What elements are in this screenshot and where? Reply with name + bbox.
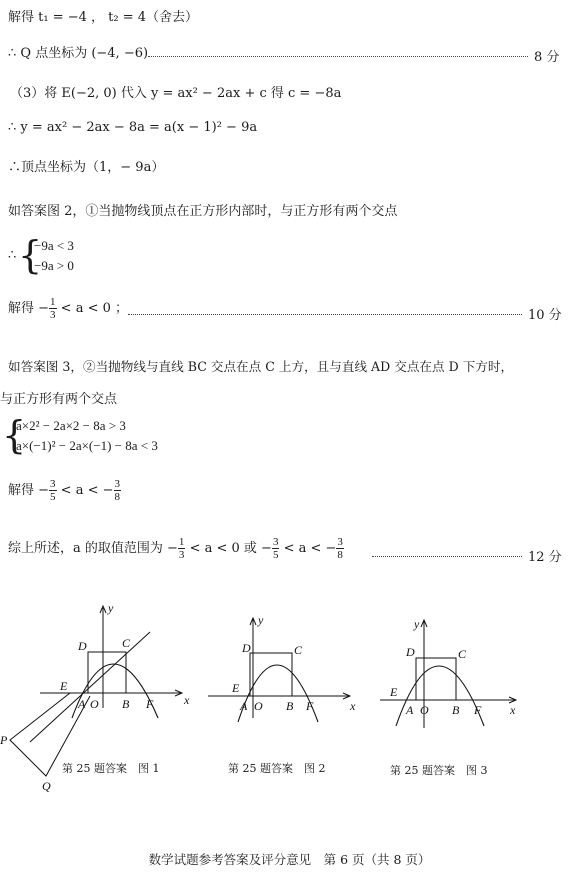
label-o: O <box>254 699 263 713</box>
fraction-denominator: 8 <box>337 549 343 561</box>
case1-solution-prefix: 解得 − <box>8 301 50 316</box>
label-c: C <box>122 636 131 650</box>
fraction-numerator: 3 <box>50 478 56 490</box>
inequality-1b: −9a > 0 <box>34 258 74 273</box>
figure-1-caption: 第 25 题答案 图 1 <box>62 762 160 775</box>
part3-substitution-line: （3）将 E(−2, 0) 代入 y = ax² − 2ax + c 得 c = −8a <box>10 86 342 101</box>
label-f: F <box>306 699 314 713</box>
label-y: y <box>108 601 114 615</box>
label-x: x <box>510 703 516 717</box>
figure-2-diagram <box>200 600 370 740</box>
label-q: Q <box>42 779 51 793</box>
score-12: 12 分 <box>528 550 562 565</box>
final-range-prefix: 综上所述，a 的取值范围为 − <box>8 541 178 556</box>
label-x: x <box>184 693 190 707</box>
label-f: F <box>146 697 154 711</box>
inequality-system-2 <box>16 416 158 456</box>
score-10: 10 分 <box>528 308 562 323</box>
case1-solution <box>8 296 128 321</box>
case2-description-cont: 与正方形有两个交点 <box>0 392 118 407</box>
case1-description: 如答案图 2，①当抛物线顶点在正方形内部时，与正方形有两个交点 <box>8 204 398 219</box>
score-leader-dots <box>148 56 528 57</box>
fraction-three-fifths <box>49 478 57 503</box>
label-b: B <box>286 699 294 713</box>
case2-description: 如答案图 3，②当抛物线与直线 BC 交点在点 C 上方，且与直线 AD 交点在点 D 下方时， <box>8 359 514 374</box>
fraction-denominator: 5 <box>272 549 279 561</box>
inequality-1a: −9a < 3 <box>34 238 74 253</box>
solution-line-t-values: 解得 t₁ = −4 ， t₂ = 4（舍去） <box>8 10 199 25</box>
final-range-mid2: < a < − <box>283 541 337 556</box>
case2-solution <box>8 478 121 503</box>
label-p: P <box>0 733 8 747</box>
fraction-denominator: 3 <box>178 549 185 561</box>
page-footer: 数学试题参考答案及评分意见 第 6 页（共 8 页） <box>148 852 431 867</box>
label-b: B <box>452 703 460 717</box>
q-coordinate-line: ∴ Q 点坐标为 (−4, −6) <box>8 46 149 61</box>
line-eq <box>30 632 150 742</box>
inequality-system-1 <box>34 236 74 276</box>
case2-solution-prefix: 解得 − <box>8 483 50 498</box>
system-brace: { <box>2 413 27 457</box>
case2-solution-mid: < a < − <box>60 483 114 498</box>
fraction-denominator: 5 <box>50 491 56 503</box>
label-a: A <box>78 697 86 711</box>
label-a: A <box>406 703 414 717</box>
fraction-denominator: 3 <box>50 309 56 321</box>
inequality-2a: a×2² − 2a×2 − 8a > 3 <box>16 418 126 433</box>
function-expression-line: ∴ y = ax² − 2ax − 8a = a(x − 1)² − 9a <box>8 120 258 135</box>
square-abcd <box>88 652 126 693</box>
label-d: D <box>78 639 87 653</box>
label-x: x <box>350 699 356 713</box>
fraction-numerator: 3 <box>114 478 120 490</box>
fraction-three-eighths <box>114 478 122 503</box>
label-e: E <box>60 679 68 693</box>
figure-3-caption: 第 25 题答案 图 3 <box>390 764 488 777</box>
label-a: A <box>240 699 248 713</box>
label-y: y <box>258 613 264 627</box>
label-d: D <box>406 645 415 659</box>
fraction-three-eighths <box>336 536 344 561</box>
label-e: E <box>232 681 240 695</box>
score-leader-dots <box>128 314 522 315</box>
label-c: C <box>294 643 303 657</box>
label-e: E <box>390 685 398 699</box>
fraction-three-fifths <box>272 536 280 561</box>
final-range-line <box>8 536 344 561</box>
inequality-2b: a×(−1)² − 2a×(−1) − 8a < 3 <box>16 438 158 453</box>
label-b: B <box>122 697 130 711</box>
fraction-numerator: 3 <box>337 536 343 548</box>
fraction-numerator: 1 <box>178 536 185 548</box>
score-leader-dots <box>372 556 522 557</box>
therefore-symbol: ∴ <box>8 248 17 263</box>
fraction-numerator: 3 <box>272 536 279 548</box>
parabola <box>396 666 484 726</box>
vertex-coordinate-line: ∴顶点坐标为（1，− 9a） <box>8 160 165 175</box>
score-8: 8 分 <box>534 50 560 65</box>
fraction-one-third <box>178 536 186 561</box>
fraction-one-third <box>49 296 57 321</box>
label-y: y <box>414 617 420 631</box>
label-f: F <box>474 703 482 717</box>
system-brace: { <box>18 233 43 277</box>
label-o: O <box>90 697 99 711</box>
label-c: C <box>458 647 467 661</box>
square-abcd <box>250 653 292 696</box>
final-range-mid1: < a < 0 或 − <box>189 541 272 556</box>
fraction-denominator: 8 <box>114 491 120 503</box>
label-o: O <box>420 703 429 717</box>
figure-2-caption: 第 25 题答案 图 2 <box>228 762 326 775</box>
square-abcd <box>416 658 456 700</box>
figure-3-diagram <box>370 600 540 740</box>
case1-solution-suffix: < a < 0 ； <box>60 301 129 316</box>
fraction-numerator: 1 <box>50 296 56 308</box>
label-d: D <box>242 641 251 655</box>
